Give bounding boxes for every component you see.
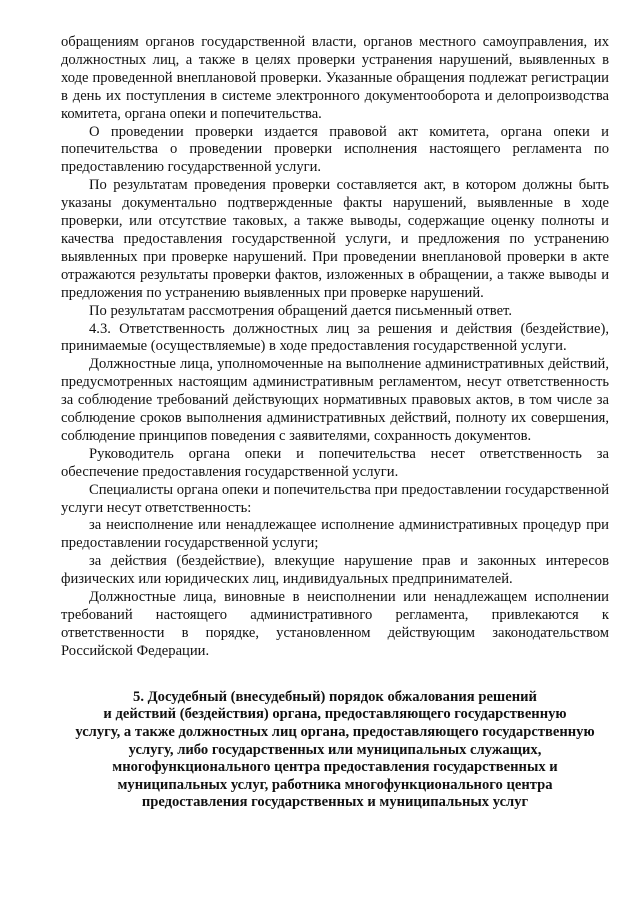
heading-line: услугу, либо государственных или муниципальных служащих, <box>128 741 542 758</box>
paragraph-inspection-results: По результатам проведения проверки составляется акт, в котором должны быть указаны документально подтвержденные факты нарушений, выявленные в ходе проверки, или отсутствие таковых, а также выводы, содержащие оценку полноты и качества предоставления государственной услуги, и предложения по устранению выявленных при проверке нарушений. При проведении внеплановой проверки в акте отражаются результаты проверки фактов, изложенных в обращении, а также выводы и предложения по устранению выявленных при проверке нарушений. <box>61 177 609 301</box>
heading-line: муниципальных услуг, работника многофункционального центра <box>117 776 553 793</box>
paragraph-liability: Должностные лица, виновные в неисполнении или ненадлежащем исполнении требований настоящего административного регламента, привлекаются к ответственности в порядке, установленном действующим законодательством Российской Федерации. <box>61 589 609 659</box>
heading-line: и действий (бездействия) органа, предоставляющего государственную <box>103 706 567 723</box>
paragraph-list-item-actions: за действия (бездействие), влекущие нарушение прав и законных интересов физических или юридических лиц, индивидуальных предпринимателей. <box>61 553 609 588</box>
document-page <box>61 34 609 812</box>
paragraph-officials-responsibility: Должностные лица, уполномоченные на выполнение административных действий, предусмотренных настоящим административным регламентом, несут ответственность за соблюдение требований действующих нормативных правовых актов, в том числе за соблюдение сроков выполнения административных действий, полноту их совершения, соблюдение принципов поведения с заявителями, сохранность документов. <box>61 356 609 444</box>
section-5-heading <box>61 689 609 812</box>
paragraph-continuation: обращениям органов государственной власти, органов местного самоуправления, их должностных лиц, а также в целях проверки устранения нарушений, выявленных в ходе проведенной внеплановой проверки. Указанные обращения подлежат регистрации в день их поступления в системе электронного документооборота и делопроизводства комитета, органа опеки и попечительства. <box>61 34 609 122</box>
heading-line: предоставления государственных и муниципальных услуг <box>141 794 529 811</box>
paragraph-inspection-act: О проведении проверки издается правовой акт комитета, органа опеки и попечительства о проведении проверки исполнения настоящего регламента по предоставлению государственной услуги. <box>61 123 609 176</box>
heading-line: 5. Досудебный (внесудебный) порядок обжалования решений <box>133 688 537 705</box>
paragraph-specialists-responsibility: Специалисты органа опеки и попечительства при предоставлении государственной услуги несут ответственность: <box>61 481 609 516</box>
paragraph-written-reply: По результатам рассмотрения обращений дается письменный ответ. <box>89 302 512 319</box>
paragraph-head-responsibility: Руководитель органа опеки и попечительства несет ответственность за обеспечение предоставления государственной услуги. <box>61 445 609 480</box>
paragraph-list-item-procedures: за неисполнение или ненадлежащее исполнение административных процедур при предоставлении государственной услуги; <box>61 517 609 552</box>
heading-line: услугу, а также должностных лиц органа, предоставляющего государственную <box>75 723 595 740</box>
heading-line: многофункционального центра предоставления государственных и <box>112 759 558 776</box>
paragraph-section-4-3: 4.3. Ответственность должностных лиц за решения и действия (бездействие), принимаемые (осуществляемые) в ходе предоставления государственной услуги. <box>61 320 609 355</box>
